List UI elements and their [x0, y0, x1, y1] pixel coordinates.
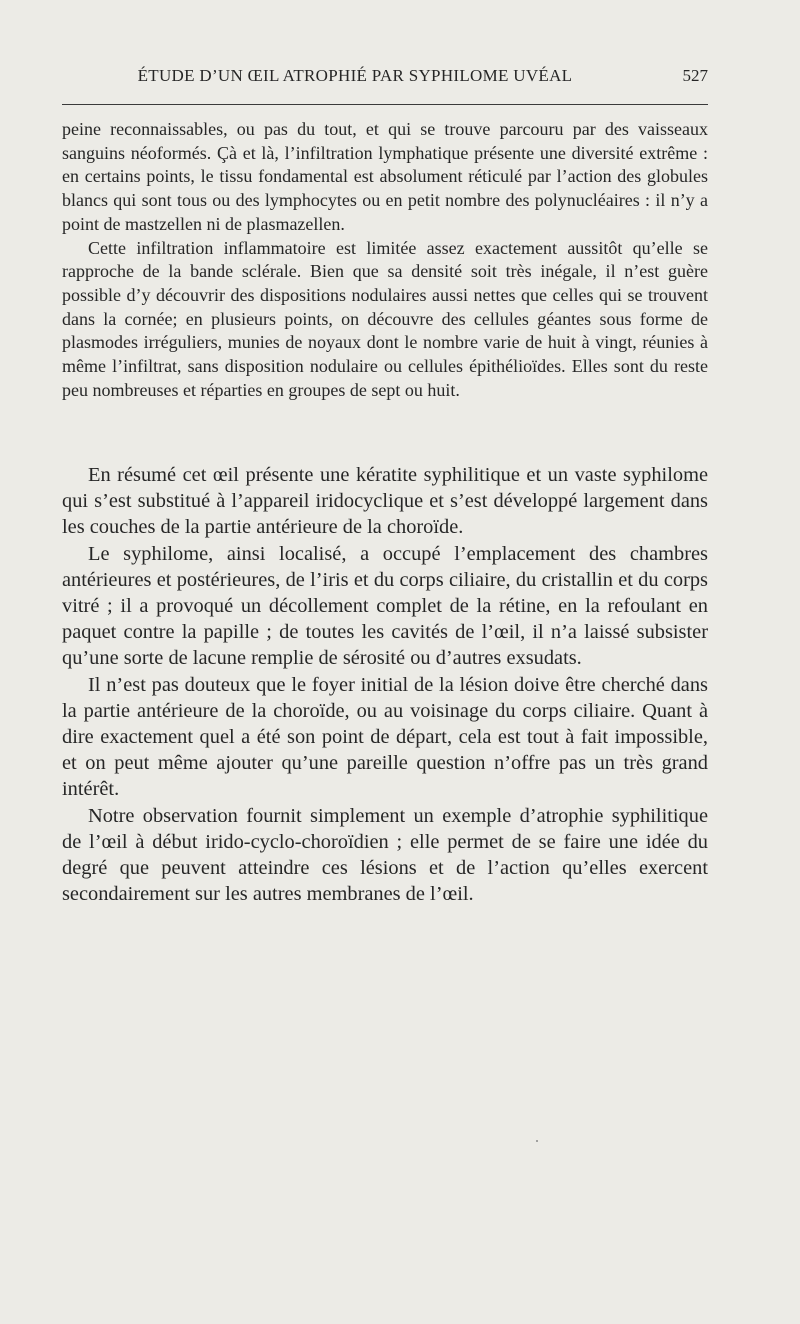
- paragraph-observation: Notre observation fournit simplement un exemple d’atrophie syphilitique de l’œil à début irido-cyclo-choroïdien ; elle permet de se faire une idée du degré que peuvent atteindre ces lésions et de l’action qu’elles exercent secondairement sur les autres membranes de l’œil.: [62, 804, 708, 906]
- paragraph-continued: peine reconnaissables, ou pas du tout, et qui se trouve parcouru par des vaisseaux sanguins néoformés. Çà et là, l’infiltration lymphatique présente une diversité extrême : en certains points, le tissu fondamental est absolument réticulé par l’action des globules blancs qui sont tous ou des lymphocytes ou en petit nombre des polynucléaires : il n’y a point de mastzellen ni de plasmazellen.: [62, 119, 708, 234]
- paragraph-infiltration: Cette infiltration inflammatoire est limitée assez exactement aussitôt qu’elle se rapproche de la bande sclérale. Bien que sa densité soit très inégale, il n’est guère possible d’y découvrir des dispositions nodulaires aussi nettes que celles qui se trouvent dans la cornée; en plusieurs points, on découvre des cellules géantes sous forme de plasmodes irréguliers, munies de noyaux dont le nombre varie de huit à vingt, réunies à même l’infiltrat, sans disposition nodulaire ou cellules épithélioïdes. Elles sont du reste peu nombreuses et réparties en groupes de sept ou huit.: [62, 237, 708, 400]
- summary-section: [62, 462, 708, 907]
- paper-speck: [536, 1140, 538, 1142]
- running-head: [62, 66, 708, 92]
- paragraph-resume: En résumé cet œil présente une kératite syphilitique et un vaste syphilome qui s’est substitué à l’appareil iridocyclique et s’est développé largement dans les couches de la partie antérieure de la choroïde.: [62, 464, 708, 539]
- header-rule: [62, 104, 708, 105]
- running-title: ÉTUDE D’UN ŒIL ATROPHIÉ PAR SYPHILOME UVÉAL: [137, 66, 573, 85]
- small-print-section: [62, 118, 708, 402]
- paragraph-syphilome: Le syphilome, ainsi localisé, a occupé l’emplacement des chambres antérieures et postérieures, de l’iris et du corps ciliaire, du cristallin et du corps vitré ; il a provoqué un décollement complet de la rétine, en la refoulant en paquet contre la papille ; de toutes les cavités de l’œil, il n’a laissé subsister qu’une sorte de lacune remplie de sérosité ou d’autres exsudats.: [62, 542, 708, 670]
- paragraph-foyer-initial: Il n’est pas douteux que le foyer initial de la lésion doive être cherché dans la partie antérieure de la choroïde, ou au voisinage du corps ciliaire. Quant à dire exactement quel a été son point de départ, cela est tout à fait impossible, et on peut même ajouter qu’une pareille question n’offre pas un très grand intérêt.: [62, 673, 708, 801]
- page-number: 527: [682, 66, 708, 85]
